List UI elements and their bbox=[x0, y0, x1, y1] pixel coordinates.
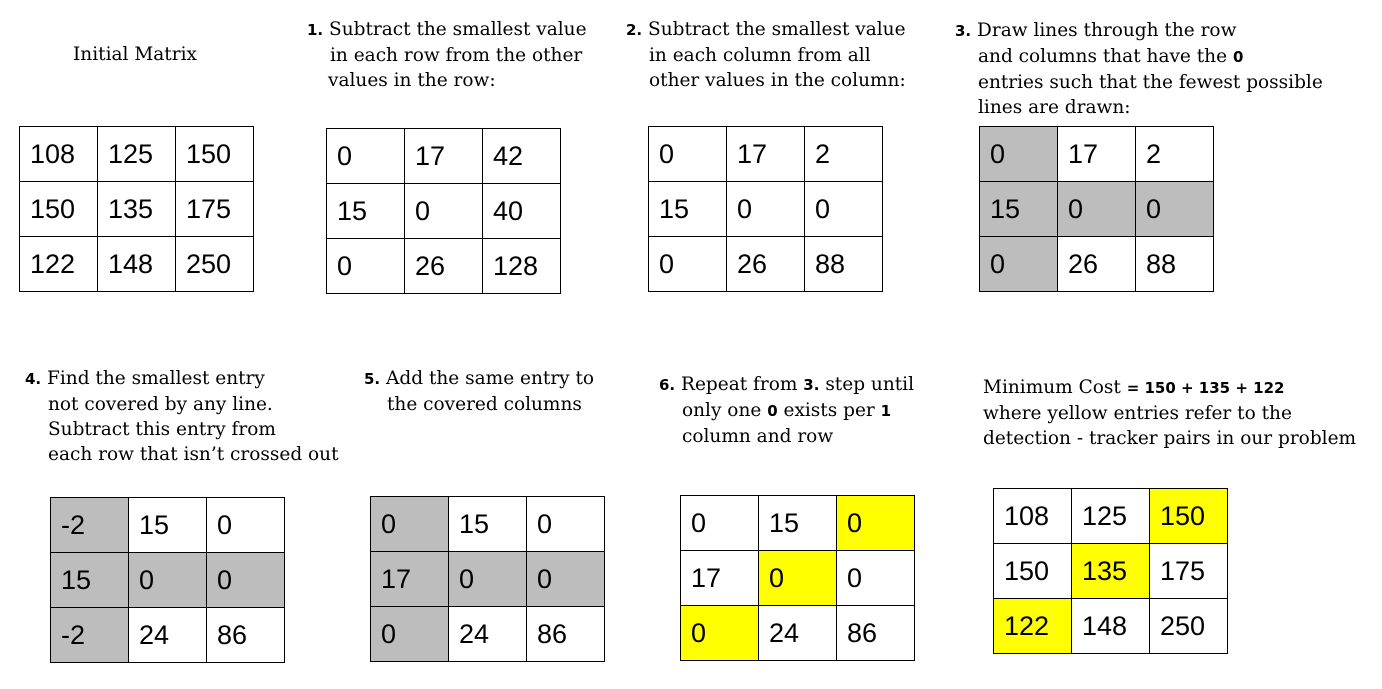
matrix-cell: 0 bbox=[1136, 182, 1214, 237]
matrix-cell: 0 bbox=[527, 497, 605, 552]
matrix-cell: 0 bbox=[681, 606, 759, 661]
matrix-cell: 15 bbox=[759, 496, 837, 551]
matrix-cell: 0 bbox=[129, 553, 207, 608]
matrix-cell: 0 bbox=[727, 182, 805, 237]
matrix-cell: 2 bbox=[805, 127, 883, 182]
matrix-cell: 0 bbox=[327, 239, 405, 294]
matrix-row bbox=[994, 599, 1228, 654]
matrix-cell: 15 bbox=[980, 182, 1058, 237]
matrix-row bbox=[20, 182, 254, 237]
step-number: 1. bbox=[307, 21, 324, 39]
matrix-cell: 108 bbox=[994, 489, 1072, 544]
matrix-row bbox=[980, 182, 1214, 237]
matrix-cell: 17 bbox=[371, 552, 449, 607]
matrix-row bbox=[994, 489, 1228, 544]
step-number: 2. bbox=[626, 21, 643, 39]
step1-matrix bbox=[326, 128, 561, 294]
step4-matrix bbox=[50, 497, 285, 663]
caption-step-2: 2. Subtract the smallest value in each column from all other values in the column: bbox=[626, 19, 906, 91]
caption-step-3: 3. Draw lines through the row and columns that have the 0 entries such that the fewest possible lines are drawn: bbox=[955, 20, 1323, 118]
matrix-cell: 2 bbox=[1136, 127, 1214, 182]
matrix-cell: 0 bbox=[449, 552, 527, 607]
matrix-cell: 86 bbox=[527, 607, 605, 662]
matrix-cell: 24 bbox=[129, 608, 207, 663]
matrix-cell: 250 bbox=[176, 237, 254, 292]
matrix-row bbox=[51, 608, 285, 663]
matrix-row bbox=[51, 553, 285, 608]
matrix-cell: 17 bbox=[1058, 127, 1136, 182]
matrix-cell: 0 bbox=[980, 237, 1058, 292]
step6-matrix bbox=[680, 495, 915, 661]
matrix-cell: 88 bbox=[1136, 237, 1214, 292]
matrix-cell: 135 bbox=[98, 182, 176, 237]
matrix-cell: 175 bbox=[176, 182, 254, 237]
step-number: 6. bbox=[659, 376, 676, 394]
matrix-cell: 0 bbox=[371, 497, 449, 552]
matrix-row bbox=[980, 237, 1214, 292]
matrix-cell: 40 bbox=[483, 184, 561, 239]
step5-matrix bbox=[370, 496, 605, 662]
matrix-cell: 86 bbox=[207, 608, 285, 663]
step2-matrix bbox=[648, 126, 883, 292]
matrix-cell: 128 bbox=[483, 239, 561, 294]
caption-step-6: 6. Repeat from 3. step until only one 0 exists per 1 column and row bbox=[659, 374, 915, 447]
matrix-row bbox=[649, 182, 883, 237]
step-number: 5. bbox=[364, 370, 381, 388]
matrix-row bbox=[371, 497, 605, 552]
caption-step-4: 4. Find the smallest entry not covered by any line. Subtract this entry from each row that isn’t crossed out bbox=[25, 368, 339, 465]
matrix-cell: 15 bbox=[449, 497, 527, 552]
caption-step-1: 1. Subtract the smallest value in each row from the other values in the row: bbox=[307, 19, 587, 91]
matrix-row bbox=[994, 544, 1228, 599]
matrix-cell: 26 bbox=[727, 237, 805, 292]
matrix-row bbox=[681, 606, 915, 661]
matrix-cell: 150 bbox=[20, 182, 98, 237]
matrix-cell: 0 bbox=[207, 498, 285, 553]
matrix-cell: 17 bbox=[681, 551, 759, 606]
matrix-cell: 26 bbox=[1058, 237, 1136, 292]
matrix-cell: 0 bbox=[207, 553, 285, 608]
matrix-row bbox=[20, 127, 254, 182]
matrix-cell: -2 bbox=[51, 608, 129, 663]
matrix-row bbox=[649, 237, 883, 292]
matrix-cell: -2 bbox=[51, 498, 129, 553]
step-number: 4. bbox=[25, 370, 42, 388]
matrix-row bbox=[371, 607, 605, 662]
matrix-cell: 26 bbox=[405, 239, 483, 294]
step-number: 3. bbox=[955, 22, 972, 40]
matrix-row bbox=[327, 239, 561, 294]
matrix-cell: 150 bbox=[176, 127, 254, 182]
matrix-row bbox=[649, 127, 883, 182]
matrix-row bbox=[327, 129, 561, 184]
matrix-cell: 15 bbox=[649, 182, 727, 237]
matrix-cell: 148 bbox=[1072, 599, 1150, 654]
matrix-row bbox=[681, 496, 915, 551]
matrix-row bbox=[980, 127, 1214, 182]
matrix-row bbox=[371, 552, 605, 607]
matrix-row bbox=[20, 237, 254, 292]
matrix-cell: 122 bbox=[994, 599, 1072, 654]
matrix-cell: 0 bbox=[327, 129, 405, 184]
result-matrix bbox=[993, 488, 1228, 654]
matrix-cell: 24 bbox=[449, 607, 527, 662]
matrix-cell: 0 bbox=[837, 496, 915, 551]
matrix-cell: 0 bbox=[837, 551, 915, 606]
matrix-cell: 86 bbox=[837, 606, 915, 661]
matrix-cell: 24 bbox=[759, 606, 837, 661]
matrix-cell: 150 bbox=[994, 544, 1072, 599]
matrix-cell: 125 bbox=[98, 127, 176, 182]
initial-matrix bbox=[19, 126, 254, 292]
matrix-cell: 0 bbox=[527, 552, 605, 607]
matrix-cell: 15 bbox=[129, 498, 207, 553]
matrix-cell: 17 bbox=[727, 127, 805, 182]
matrix-cell: 0 bbox=[980, 127, 1058, 182]
matrix-cell: 108 bbox=[20, 127, 98, 182]
matrix-cell: 15 bbox=[51, 553, 129, 608]
caption-step-5: 5. Add the same entry to the covered columns bbox=[364, 368, 595, 415]
matrix-cell: 125 bbox=[1072, 489, 1150, 544]
matrix-cell: 150 bbox=[1150, 489, 1228, 544]
matrix-cell: 0 bbox=[371, 607, 449, 662]
matrix-cell: 15 bbox=[327, 184, 405, 239]
matrix-cell: 17 bbox=[405, 129, 483, 184]
matrix-cell: 0 bbox=[681, 496, 759, 551]
matrix-cell: 148 bbox=[98, 237, 176, 292]
matrix-cell: 0 bbox=[759, 551, 837, 606]
caption-minimum-cost: Minimum Cost = 150 + 135 + 122 where yellow entries refer to the detection - tracker pairs in our problem bbox=[983, 377, 1357, 449]
matrix-cell: 0 bbox=[805, 182, 883, 237]
matrix-cell: 175 bbox=[1150, 544, 1228, 599]
matrix-cell: 135 bbox=[1072, 544, 1150, 599]
matrix-cell: 0 bbox=[405, 184, 483, 239]
matrix-cell: 122 bbox=[20, 237, 98, 292]
matrix-cell: 0 bbox=[649, 127, 727, 182]
caption-initial-matrix: Initial Matrix bbox=[73, 44, 197, 65]
matrix-cell: 250 bbox=[1150, 599, 1228, 654]
step3-matrix bbox=[979, 126, 1214, 292]
matrix-cell: 88 bbox=[805, 237, 883, 292]
matrix-row bbox=[681, 551, 915, 606]
matrix-cell: 0 bbox=[1058, 182, 1136, 237]
matrix-row bbox=[51, 498, 285, 553]
matrix-cell: 0 bbox=[649, 237, 727, 292]
matrix-row bbox=[327, 184, 561, 239]
matrix-cell: 42 bbox=[483, 129, 561, 184]
